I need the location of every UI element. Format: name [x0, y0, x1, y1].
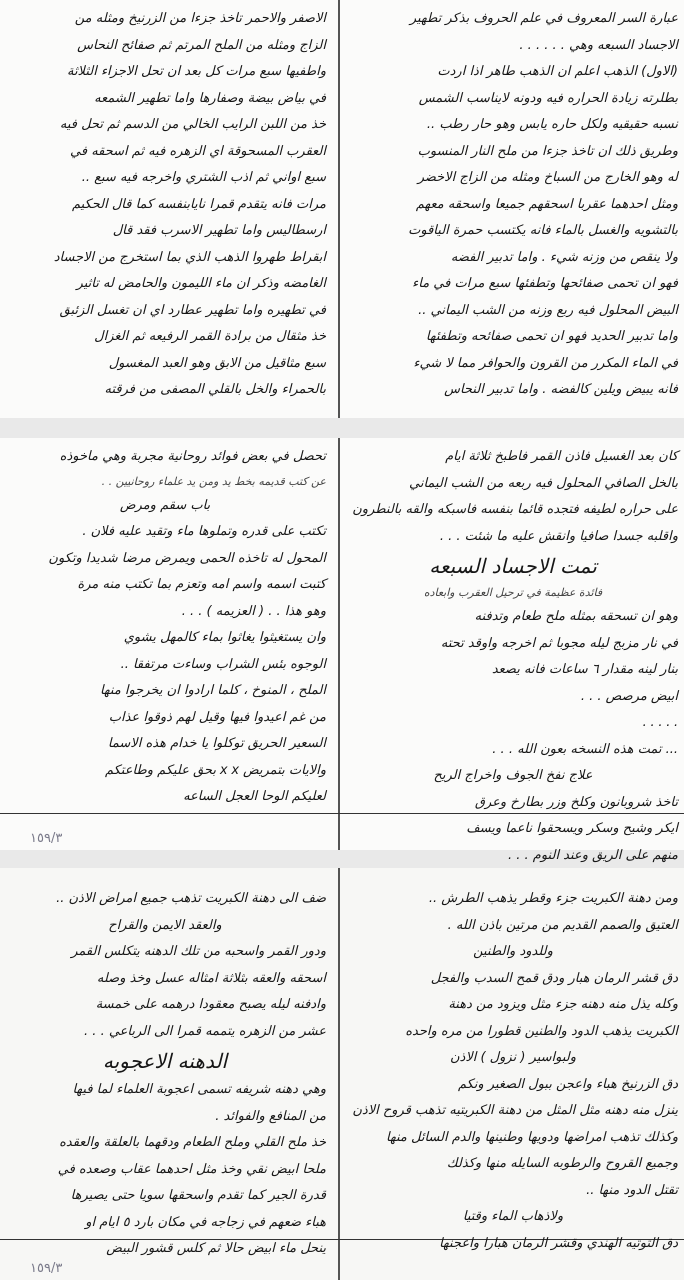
manuscript-line: واطفيها سبع مرات كل بعد ان تحل الاجزاء الثلاثة	[66, 64, 326, 79]
manuscript-line: الزاج ومثله من الملح المرتم ثم صفائح النحاس	[77, 37, 326, 53]
manuscript-line: دق الزرنيخ هباء واعجن ببول الصغير ونكم	[457, 1076, 678, 1092]
manuscript-line: (الاول) الذهب اعلم ان الذهب طاهر اذا اردت	[437, 64, 678, 79]
manuscript-line: ومن دهنة الكبريت جزء وقطر يذهب الطرش ..	[428, 891, 678, 906]
manuscript-line: وجميع القروح والرطوبه السايله منها وكذلك	[446, 1156, 678, 1171]
manuscript-line: ولبواسير ( نزول ) الاذن	[449, 1050, 577, 1065]
manuscript-line: والايات بتمريض x x بحق عليكم وطاعتكم	[104, 762, 326, 778]
manuscript-line: ضف الى دهنة الكبريت تذهب جميع امراض الاذن ..	[56, 891, 326, 906]
manuscript-line: قدرة الجير كما تقدم واسحقها سويا حتى يصيرها	[70, 1188, 326, 1203]
manuscript-line: البيض المحلول فيه ربع وزنه من الشب اليماني ..	[418, 302, 678, 318]
manuscript-line: اسحقه والعقه بثلاثة امثاله عسل وخذ وصله	[96, 970, 326, 986]
manuscript-line: له وهو الخارج من السباخ ومثله من الزاج الاخضر	[417, 170, 678, 185]
manuscript-line: ودور القمر واسحبه من تلك الدهنه يتكلس القمر	[71, 944, 326, 959]
manuscript-line: والعقد الايمن والقراح	[108, 917, 222, 933]
column-divider	[338, 438, 340, 850]
manuscript-line: في نار مزبج ليله مجوبا ثم اخرجه واوقد تحته	[440, 635, 678, 651]
manuscript-line: ابقراط طهروا الذهب الذي بما استخرج من الاجساد	[53, 249, 326, 265]
manuscript-line: وهي دهنه شريفه تسمى اعجوبة العلماء لما فيها	[72, 1082, 326, 1097]
manuscript-line: ينحل ماء ابيض حالا ثم كلس قشور البيض	[106, 1241, 326, 1256]
manuscript-line: الدهنه الاعجوبه	[102, 1049, 228, 1073]
manuscript-line: عن كتب قديمه بخط يد ومن يد علماء روحانيين . .	[101, 474, 326, 488]
manuscript-line: هباء ضعهم في زجاجه في مكان بارد ٥ ايام او	[85, 1214, 326, 1230]
manuscript-line: كان بعد الغسيل فاذن القمر فاطبخ ثلاثة ايام	[445, 449, 678, 464]
manuscript-line: دق التوتيه الهندي وقشر الرمان هبارا واعجنها	[439, 1235, 678, 1251]
manuscript-line: باب سقم ومرض	[119, 497, 211, 513]
manuscript-line: على حراره لطيفه فتجده قائما بنفسه فاسبكه والقه بالنطرون	[352, 502, 678, 517]
manuscript-line: ملحا ابيض نقي وخذ مثل احدهما عقاب وصعده في	[57, 1161, 326, 1177]
manuscript-line: الاصفر والاحمر تاخذ جزءا من الزرنيخ ومثله من	[74, 11, 326, 26]
right-column	[348, 868, 678, 1280]
right-column	[348, 438, 678, 863]
manuscript-line: فانه يبيض ويلين كالفضه . واما تدبير النحاس	[444, 382, 678, 397]
manuscript-line: من غم اعيدوا فيها وقيل لهم ذوقوا عذاب	[108, 709, 326, 725]
scanned-page-3	[0, 868, 684, 1280]
manuscript-line: المحول له تاخذه الحمى ويمرض مرضا شديدا وتكون	[48, 550, 326, 566]
manuscript-line: سبع مثاقيل من الابق وهو العبد المغسول	[108, 355, 326, 371]
manuscript-line: من المنافع والفوائد .	[215, 1108, 326, 1124]
manuscript-line: وطريق ذلك ان تاخذ جزءا من ملح النار المنسوب	[417, 143, 678, 159]
manuscript-line: ارسطاليس واما تطهير الاسرب فقد قال	[112, 223, 326, 238]
manuscript-line: ينزل منه دهنه مثل المثل من دهنة الكبريتيه تذهب قروح الاذن	[352, 1103, 678, 1118]
manuscript-line: لعليكم الوحا العجل الساعه	[183, 789, 326, 804]
manuscript-line: تحصل في بعض فوائد روحانية مجربة وهي ماخوذه	[59, 449, 326, 464]
manuscript-line: وادفنه ليله يصبح معقودا درهمه على خمسة	[95, 997, 326, 1012]
manuscript-line: تاخذ شروبانون وكلخ وزر بطارخ وعرق	[474, 794, 678, 810]
manuscript-line: العتيق والصمم القديم من مرتين باذن الله .	[447, 917, 678, 933]
manuscript-line: ... تمت هذه النسخه بعون الله . . .	[492, 741, 678, 757]
manuscript-line: بالخل الصافي المحلول فيه ربعه من الشب اليماني	[409, 475, 678, 491]
manuscript-line: وهو هذا . . ( العزيمه ) . . .	[181, 603, 326, 619]
folio-number: ١٥٩/٣	[30, 831, 63, 846]
manuscript-line: بالتشويه والغسل بالماء فانه يكتسب حمرة الياقوت	[408, 223, 678, 238]
manuscript-line: ولا ينقص من وزنه شيء . واما تدبير الفضه	[450, 249, 678, 265]
manuscript-line: بنار لينه مقدار ٦ ساعات فانه يصعد	[491, 662, 678, 677]
manuscript-line: تقتل الدود منها ..	[586, 1182, 678, 1198]
scanned-page-2	[0, 438, 684, 863]
manuscript-line: عبارة السر المعروف في علم الحروف بذكر تطهير	[409, 11, 678, 26]
manuscript-line: تمت الاجساد السبعه	[429, 554, 597, 578]
manuscript-line: واقلبه جسدا صافيا وانقش عليه ما شئت . . .	[439, 528, 678, 544]
column-divider	[338, 0, 340, 418]
manuscript-line: منهم على الريق وعند النوم . . .	[508, 847, 678, 863]
manuscript-line: الكبريت يذهب الدود والطنين قطورا من مره واحده	[405, 1023, 678, 1039]
left-column	[4, 868, 326, 1280]
manuscript-line: . . . . .	[642, 715, 678, 730]
manuscript-line: خذ ملح القلي وملح الطعام ودقهما بالعلقة والعقده	[59, 1135, 326, 1150]
manuscript-line: ولاذهاب الماء وقتيا	[462, 1209, 564, 1224]
manuscript-line: نسبه حقيقيه ولكل حاره يابس وهو حار رطب ..	[426, 117, 678, 132]
manuscript-line: وللدود والطنين	[473, 944, 553, 959]
scanned-page-1	[0, 0, 684, 418]
manuscript-line: علاج نفخ الجوف واخراج الريح	[433, 768, 593, 783]
manuscript-line: فائدة عظيمة في ترحيل العقرب وابعاده	[423, 586, 603, 599]
manuscript-line: مرات فانه يتقدم قمرا نايابنفسه كما قال الحكيم	[71, 196, 326, 212]
manuscript-line: عشر من الزهره يتممه قمرا الى الرباعي . . .	[84, 1023, 326, 1039]
left-column	[4, 438, 326, 850]
manuscript-line: ابيض مرصص . . .	[580, 688, 678, 704]
manuscript-line: الغامضه وذكر ان ماء الليمون والحامض له تاثير	[76, 276, 326, 291]
manuscript-line: السعير الحريق توكلوا يا خدام هذه الاسما	[107, 736, 326, 751]
manuscript-line: الملح ، المنوخ ، كلما ارادوا ان يخرجوا منها	[99, 683, 326, 698]
manuscript-line: سبع اواني ثم اذب الشتري واخرجه فيه سبع ..	[81, 170, 326, 185]
manuscript-line: وهو ان تسحقه بمثله ملح طعام وتدفنه	[474, 609, 678, 624]
manuscript-line: الوجوه بئس الشراب وساءت مرتفقا ..	[120, 656, 326, 672]
manuscript-line: دق قشر الرمان هبار ودق قمح السدب والفجل	[430, 970, 678, 986]
manuscript-line: وان يستغيثوا يغاثوا بماء كالمهل يشوي	[123, 630, 326, 645]
manuscript-line: خذ من اللبن الرايب الخالي من الدسم ثم تحل فيه	[59, 117, 326, 132]
manuscript-line: في الماء المكرر من القرون والحوافر مما لا شيء	[413, 355, 678, 371]
manuscript-line: واما تدبير الحديد فهو ان تحمى صفائحه وتطفئها	[425, 329, 678, 344]
manuscript-line: وكذلك تذهب امراضها ودويها وطنينها والدم السائل منها	[386, 1129, 678, 1145]
manuscript-line: في تطهيره واما تطهير عطارد اي ان تغسل الزئبق	[59, 302, 326, 318]
manuscript-line: ومثل احدهما عقربا اسحقهم جميعا واسحقه معهم	[415, 196, 678, 212]
manuscript-line: بالحمراء والخل بالقلي المصفى من فرقته	[104, 382, 326, 397]
manuscript-line: الاجساد السبعه وهي . . . . . .	[519, 37, 678, 53]
manuscript-line: فهو ان تحمى صفائحها وتطفئها سبع مرات في ماء	[412, 276, 678, 291]
left-column	[4, 0, 326, 418]
manuscript-line: كتبت اسمه واسم امه وتعزم بما تكتب منه مرة	[77, 577, 326, 592]
folio-number: ١٥٩/٣	[30, 1261, 63, 1276]
column-divider	[338, 868, 340, 1280]
manuscript-line: تكتب على قدره وتملوها ماء وتقيد عليه فلان .	[82, 524, 326, 539]
right-column	[348, 0, 678, 418]
manuscript-line: وكله يذل منه دهنه جزء مثل ويزود من دهنة	[448, 997, 678, 1012]
manuscript-line: في بياض بيضة وصفارها واما تطهير الشمعه	[94, 90, 326, 106]
manuscript-line: ايكر وشيح وسكر ويسحقوا ناعما ويسف	[466, 821, 678, 836]
manuscript-line: العقرب المسحوقة اي الزهره فيه ثم اسحقه في	[70, 143, 326, 159]
manuscript-line: خذ مثقال من برادة القمر الرفيعه ثم الغزال	[94, 329, 326, 344]
manuscript-line: بطلرته زيادة الحراره فيه ودونه لايناسب الشمس	[418, 90, 678, 106]
